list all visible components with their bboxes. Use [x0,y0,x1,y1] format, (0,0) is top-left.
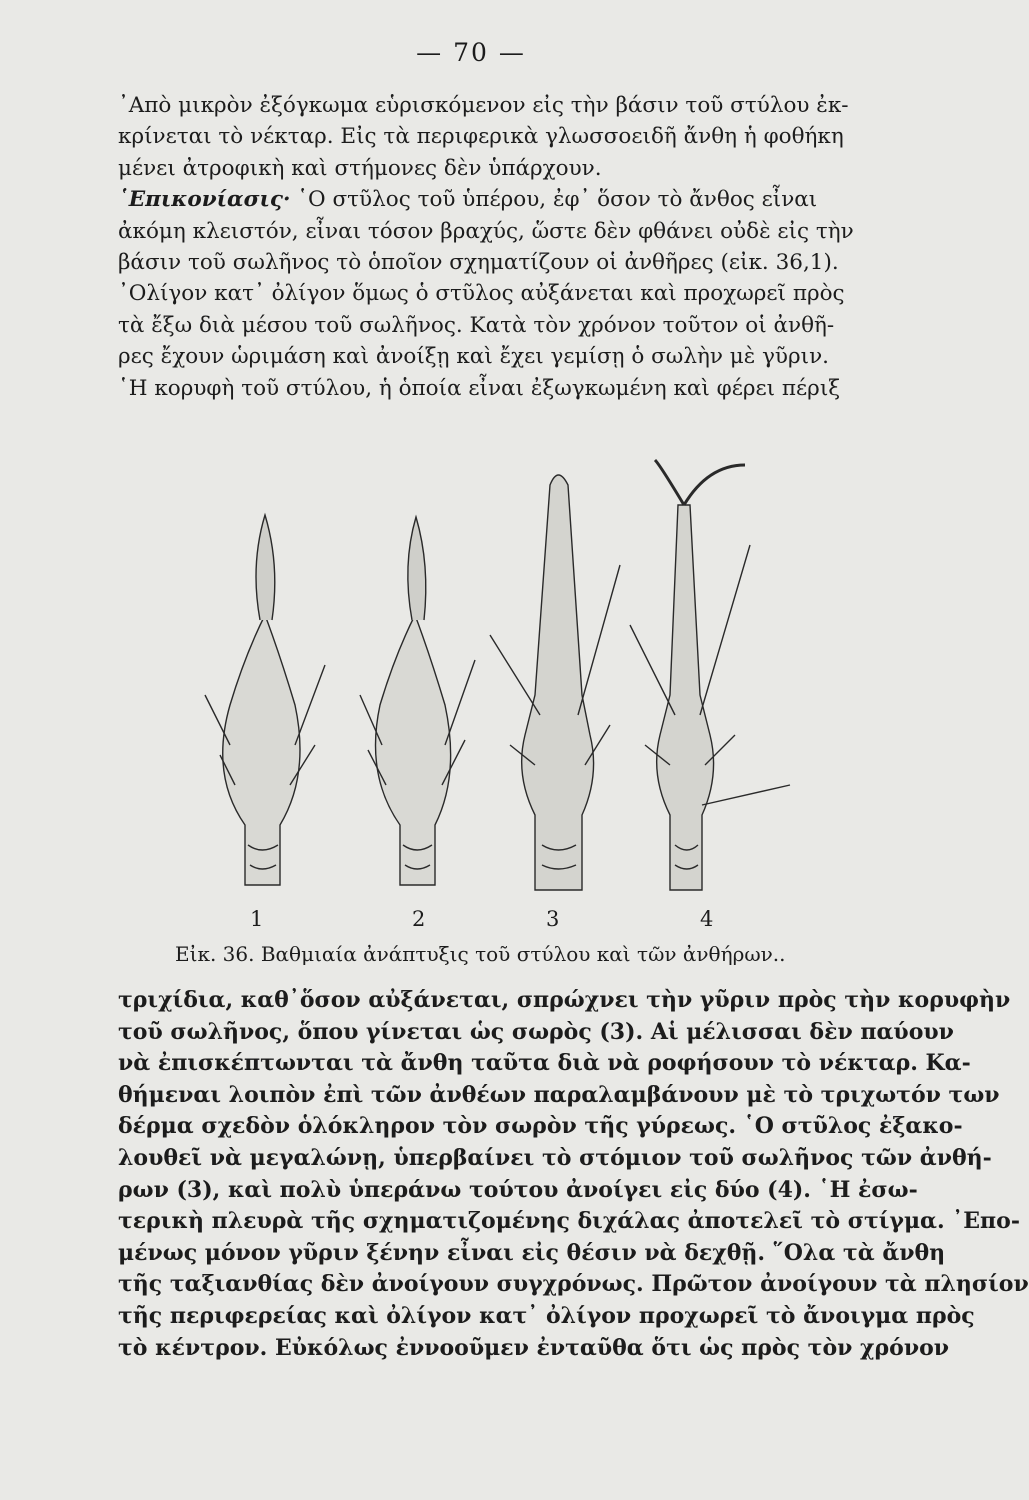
text-line: κρίνεται τὸ νέκταρ. Εἰς τὰ περιφερικὰ γλωσσοειδῆ ἄνθη ἡ φοθήκη [118,124,844,150]
text-line: λουθεῖ νὰ μεγαλώνῃ, ὑπερβαίνει τὸ στόμιον τοῦ σωλῆνος τῶν ἀνθή- [118,1144,992,1171]
text-line: βάσιν τοῦ σωλῆνος τὸ ὁποῖον σχηματίζουν οἱ ἀνθῆρες (εἰκ. 36,1). [118,250,839,276]
text-line: ᾿Ολίγον κατ᾿ ὀλίγον ὅμως ὁ στῦλος αὐξάνεται καὶ προχωρεῖ πρὸς [118,281,845,307]
figure-label-1: 1 [250,907,264,931]
figure-label-3: 3 [546,907,560,931]
text-line: μένει ἀτροφικὴ καὶ στήμονες δὲν ὑπάρχουν. [118,155,602,181]
figure-caption: Εἰκ. 36. Βαθμιαία ἀνάπτυξις τοῦ στύλου καὶ τῶν ἀνθήρων.. [175,942,786,966]
text-line: ἀκόμη κλειστόν, εἶναι τόσον βραχύς, ὥστε δὲν φθάνει οὐδὲ εἰς τὴν [118,218,854,244]
lower-text-block [118,985,1029,1364]
floret-2 [360,517,475,885]
text-segment: ῾Ο στῦλος τοῦ ὑπέρου, ἐφ᾿ ὅσον τὸ ἄνθος εἶναι [290,187,818,213]
floret-drawing [190,445,830,935]
text-line: ρες ἔχουν ὡριμάση καὶ ἀνοίξῃ καὶ ἔχει γεμίσῃ ὁ σωλὴν μὲ γῦριν. [118,344,829,370]
text-line: δέρμα σχεδὸν ὁλόκληρον τὸν σωρὸν τῆς γύρεως. ῾Ο στῦλος ἐξακο- [118,1113,963,1140]
upper-text-block [118,90,894,404]
text-line: τῆς περιφερείας καὶ ὀλίγον κατ᾿ ὀλίγον προχωρεῖ τὸ ἄνοιγμα πρὸς [118,1302,975,1329]
text-line: ῾Η κορυφὴ τοῦ στύλου, ἡ ὁποία εἶναι ἐξωγκωμένη καὶ φέρει πέριξ [118,375,841,401]
section-heading-line [118,184,894,215]
floret-1 [205,515,325,885]
text-line: τοῦ σωλῆνος, ὅπου γίνεται ὡς σωρὸς (3). Αἱ μέλισσαι δὲν παύουν [118,1018,954,1045]
text-line: τερικὴ πλευρὰ τῆς σχηματιζομένης διχάλας ἀποτελεῖ τὸ στίγμα. ᾿Επο- [118,1208,1020,1235]
text-line: νὰ ἐπισκέπτωνται τὰ ἄνθη ταῦτα διὰ νὰ ροφήσουν τὸ νέκταρ. Κα- [118,1050,971,1077]
floret-4 [630,460,790,890]
text-line: τριχίδια, καθ᾿ὅσον αὐξάνεται, σπρώχνει τὴν γῦριν πρὸς τὴν κορυφὴν [118,987,1011,1013]
text-line: ᾿Απὸ μικρὸν ἐξόγκωμα εὑρισκόμενον εἰς τὴν βάσιν τοῦ στύλου ἐκ- [118,93,849,118]
floret-illustration [190,445,830,935]
page-number: — 70 — [416,38,526,67]
text-line: ρων (3), καὶ πολὺ ὑπεράνω τούτου ἀνοίγει εἰς δύο (4). ῾Η ἐσω- [118,1176,918,1203]
text-line: τῆς ταξιανθίας δὲν ἀνοίγουν συγχρόνως. Πρῶτον ἀνοίγουν τὰ πλησίον [118,1271,1029,1298]
text-line: θήμεναι λοιπὸν ἐπὶ τῶν ἀνθέων παραλαμβάνουν μὲ τὸ τριχωτόν των [118,1081,1000,1108]
section-heading: ῾Επικονίασις· [118,187,291,213]
text-line: τὰ ἔξω διὰ μέσου τοῦ σωλῆνος. Κατὰ τὸν χρόνον τοῦτον οἱ ἀνθῆ- [118,312,835,338]
figure-label-4: 4 [700,907,714,931]
text-line: τὸ κέντρον. Εὐκόλως ἐννοοῦμεν ἐνταῦθα ὅτι ὡς πρὸς τὸν χρόνον [118,1334,950,1361]
figure-label-2: 2 [412,907,426,931]
floret-3 [490,475,620,890]
text-line: μένως μόνον γῦριν ξένην εἶναι εἰς θέσιν νὰ δεχθῇ. ῞Ολα τὰ ἄνθη [118,1239,946,1266]
